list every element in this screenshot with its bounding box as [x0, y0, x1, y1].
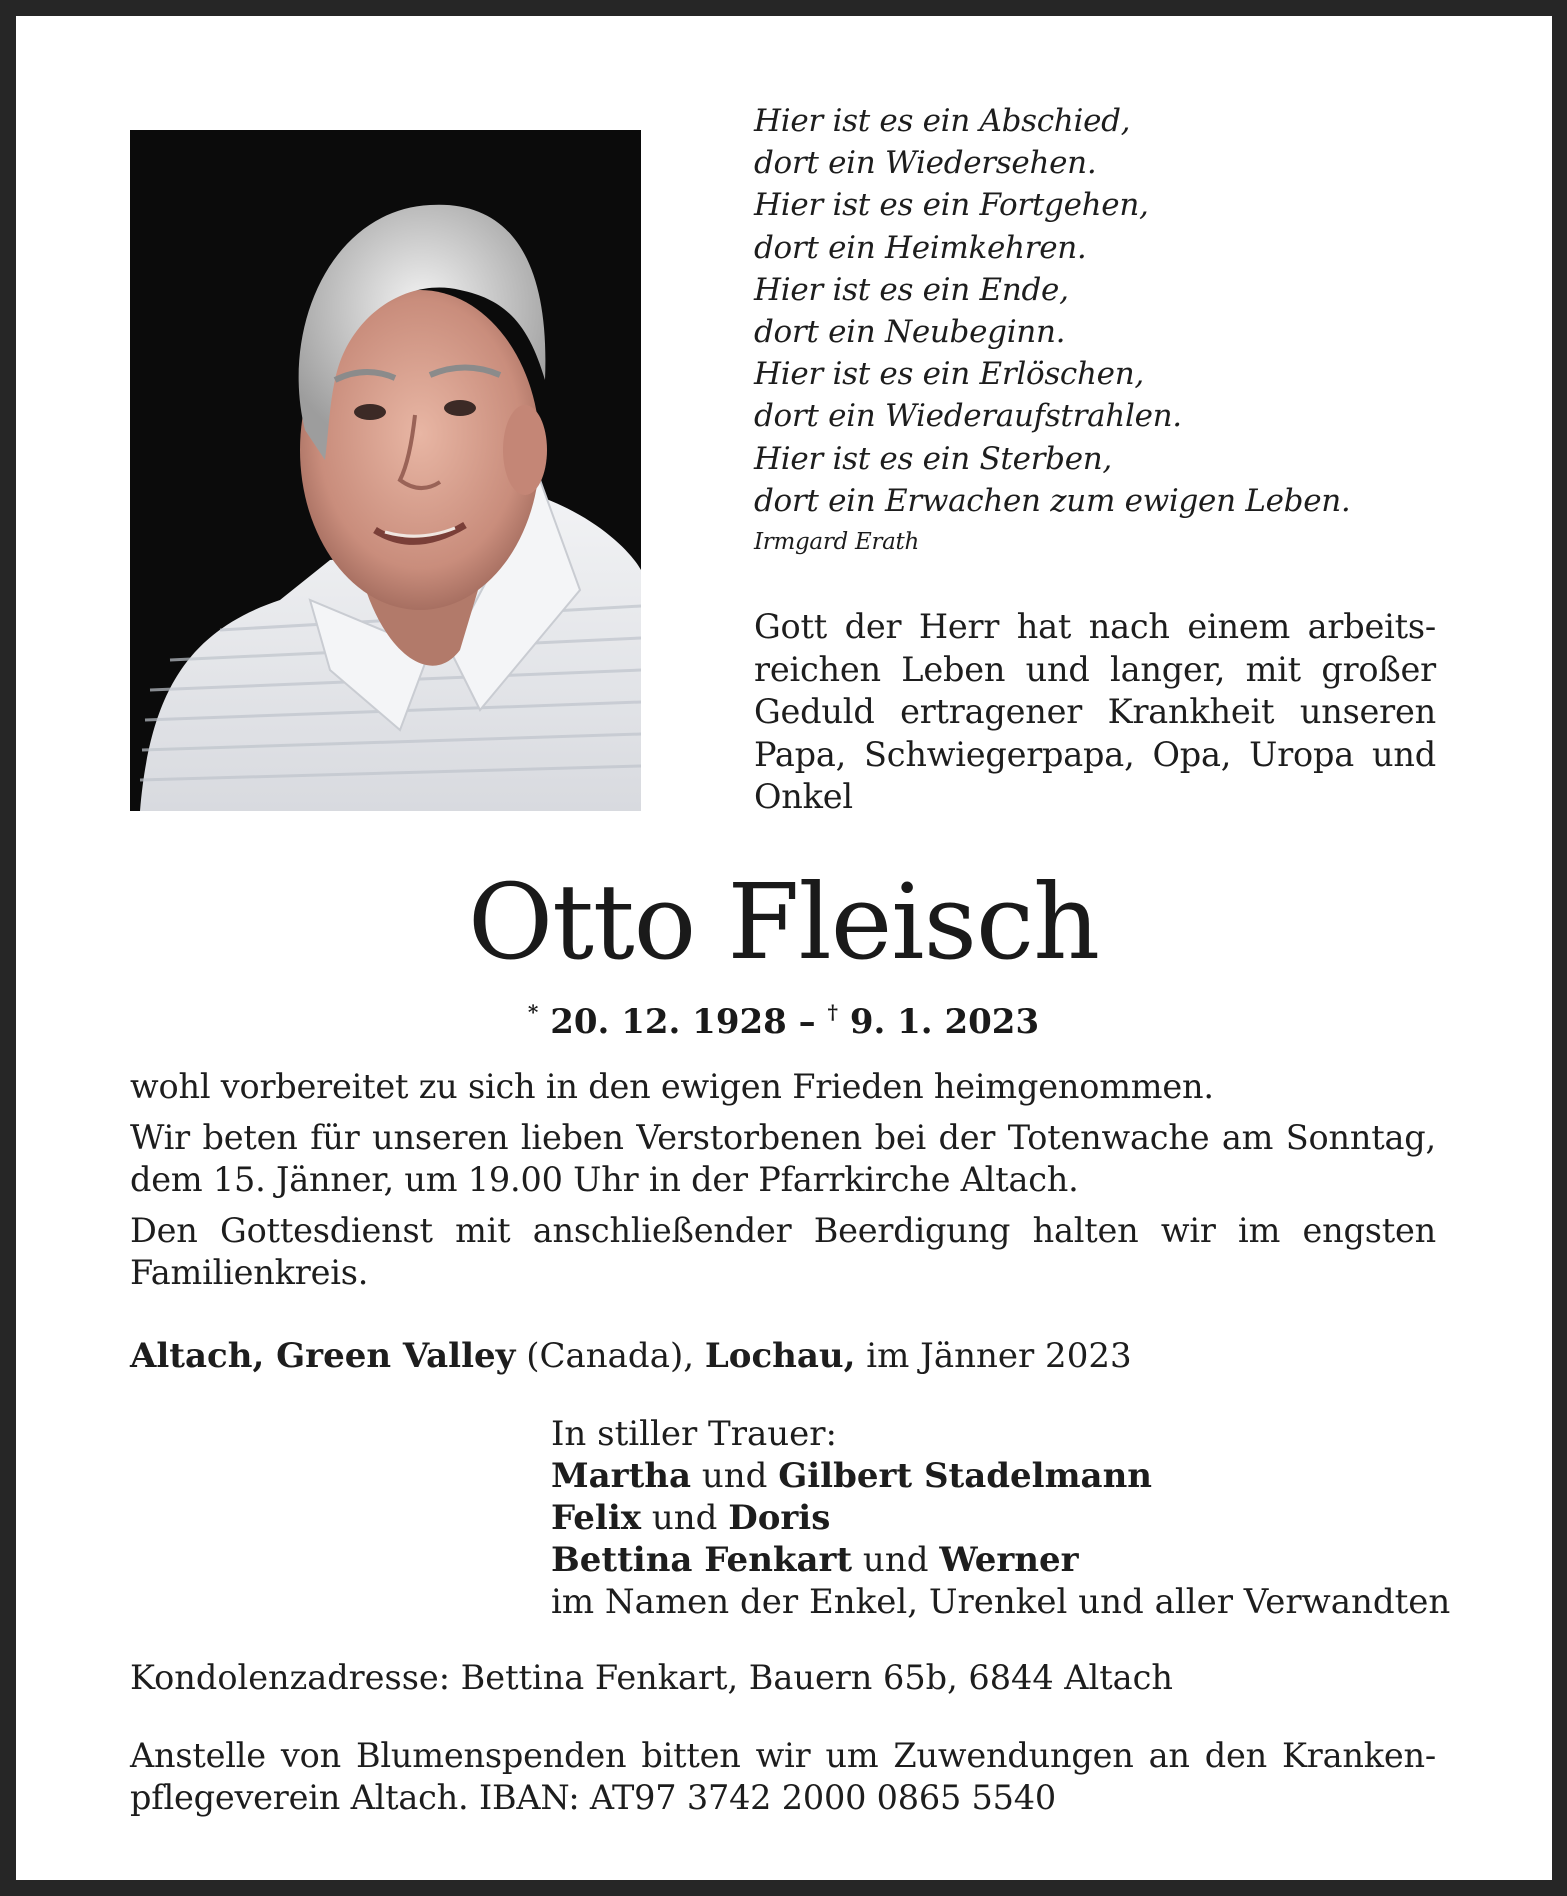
- poem-line: Hier ist es ein Ende,: [754, 271, 1069, 308]
- poem-line: dort ein Wiederaufstrahlen.: [754, 398, 1182, 435]
- mourner-and: und: [641, 1498, 729, 1538]
- mourner-row: [551, 1497, 1451, 1539]
- donation-line-1: Anstelle von Blumenspenden bitten wir um Zuwendungen an den Kranken-: [130, 1736, 1436, 1775]
- poem-line: dort ein Erwachen zum ewigen Leben.: [754, 482, 1351, 519]
- birth-symbol: *: [527, 1000, 539, 1024]
- death-symbol: †: [827, 1000, 838, 1024]
- death-date: 9. 1. 2023: [849, 1002, 1040, 1042]
- mourner-name: Werner: [939, 1540, 1079, 1580]
- poem-line: dort ein Neubeginn.: [754, 314, 1066, 351]
- portrait-photo: [130, 130, 641, 811]
- body-paragraph-2: Wir beten für unseren lieben Verstorbenen bei der Totenwache am Sonntag, dem 15. Jänner, um 19.00 Uhr in der Pfarrkirche Altach.: [130, 1117, 1436, 1199]
- body-paragraph-1: wohl vorbereitet zu sich in den ewigen Frieden heimgenommen.: [130, 1067, 1214, 1106]
- poem-line: dort ein Wiedersehen.: [754, 145, 1097, 182]
- mourners-block: [551, 1413, 1451, 1623]
- place-and-date: [130, 1334, 1436, 1378]
- poem: [754, 100, 1434, 560]
- deceased-name: Otto Fleisch: [467, 861, 1100, 983]
- date-separator: –: [798, 1002, 816, 1042]
- poem-line: Hier ist es ein Sterben,: [754, 440, 1112, 477]
- mourners-heading: In stiller Trauer:: [551, 1414, 837, 1454]
- mourner-name: Bettina Fenkart: [551, 1540, 853, 1580]
- poem-line: dort ein Heimkehren.: [754, 229, 1087, 266]
- body-paragraph-3: Den Gottesdienst mit anschließender Beerdigung halten wir im engsten Familienkreis.: [130, 1210, 1436, 1292]
- portrait-illustration: [130, 130, 641, 811]
- poem-line: Hier ist es ein Fortgehen,: [754, 187, 1149, 224]
- mourner-row: [551, 1455, 1451, 1497]
- poem-line: Hier ist es ein Abschied,: [754, 103, 1131, 139]
- place-date: im Jänner 2023: [855, 1336, 1132, 1376]
- poem-line: Hier ist es ein Erlöschen,: [754, 356, 1144, 393]
- mourner-name: Martha: [551, 1456, 692, 1496]
- place-town-2: Lochau,: [704, 1336, 856, 1376]
- place-town-1: Altach, Green Valley: [130, 1336, 516, 1376]
- mourner-row: [551, 1539, 1451, 1581]
- donation-note: [130, 1735, 1436, 1819]
- life-dates: [0, 990, 1567, 1044]
- mourner-and: und: [691, 1456, 779, 1496]
- mourner-name: Felix: [551, 1498, 642, 1538]
- condolence-address: Kondolenzadresse: Bettina Fenkart, Bauern 65b, 6844 Altach: [130, 1658, 1173, 1697]
- donation-line-2: pflegeverein Altach. IBAN: AT97 3742 2000 0865 5540: [130, 1778, 1057, 1817]
- birth-date: 20. 12. 1928: [550, 1002, 787, 1042]
- mourner-name: Doris: [728, 1498, 831, 1538]
- poem-author: Irmgard Erath: [754, 529, 920, 556]
- mourner-and: und: [852, 1540, 940, 1580]
- mourner-name: Gilbert Stadelmann: [778, 1456, 1153, 1496]
- place-country: (Canada),: [515, 1336, 705, 1376]
- intro-paragraph: Gott der Herr hat nach einem arbeits-reichen Leben und langer, mit großer Geduld ertragener Krankheit unseren Papa, Schwiegerpapa, Opa, Uropa und Onkel: [754, 607, 1436, 816]
- mourners-closing: im Namen der Enkel, Urenkel und aller Verwandten: [551, 1582, 1451, 1622]
- announcement-body: [130, 1066, 1436, 1303]
